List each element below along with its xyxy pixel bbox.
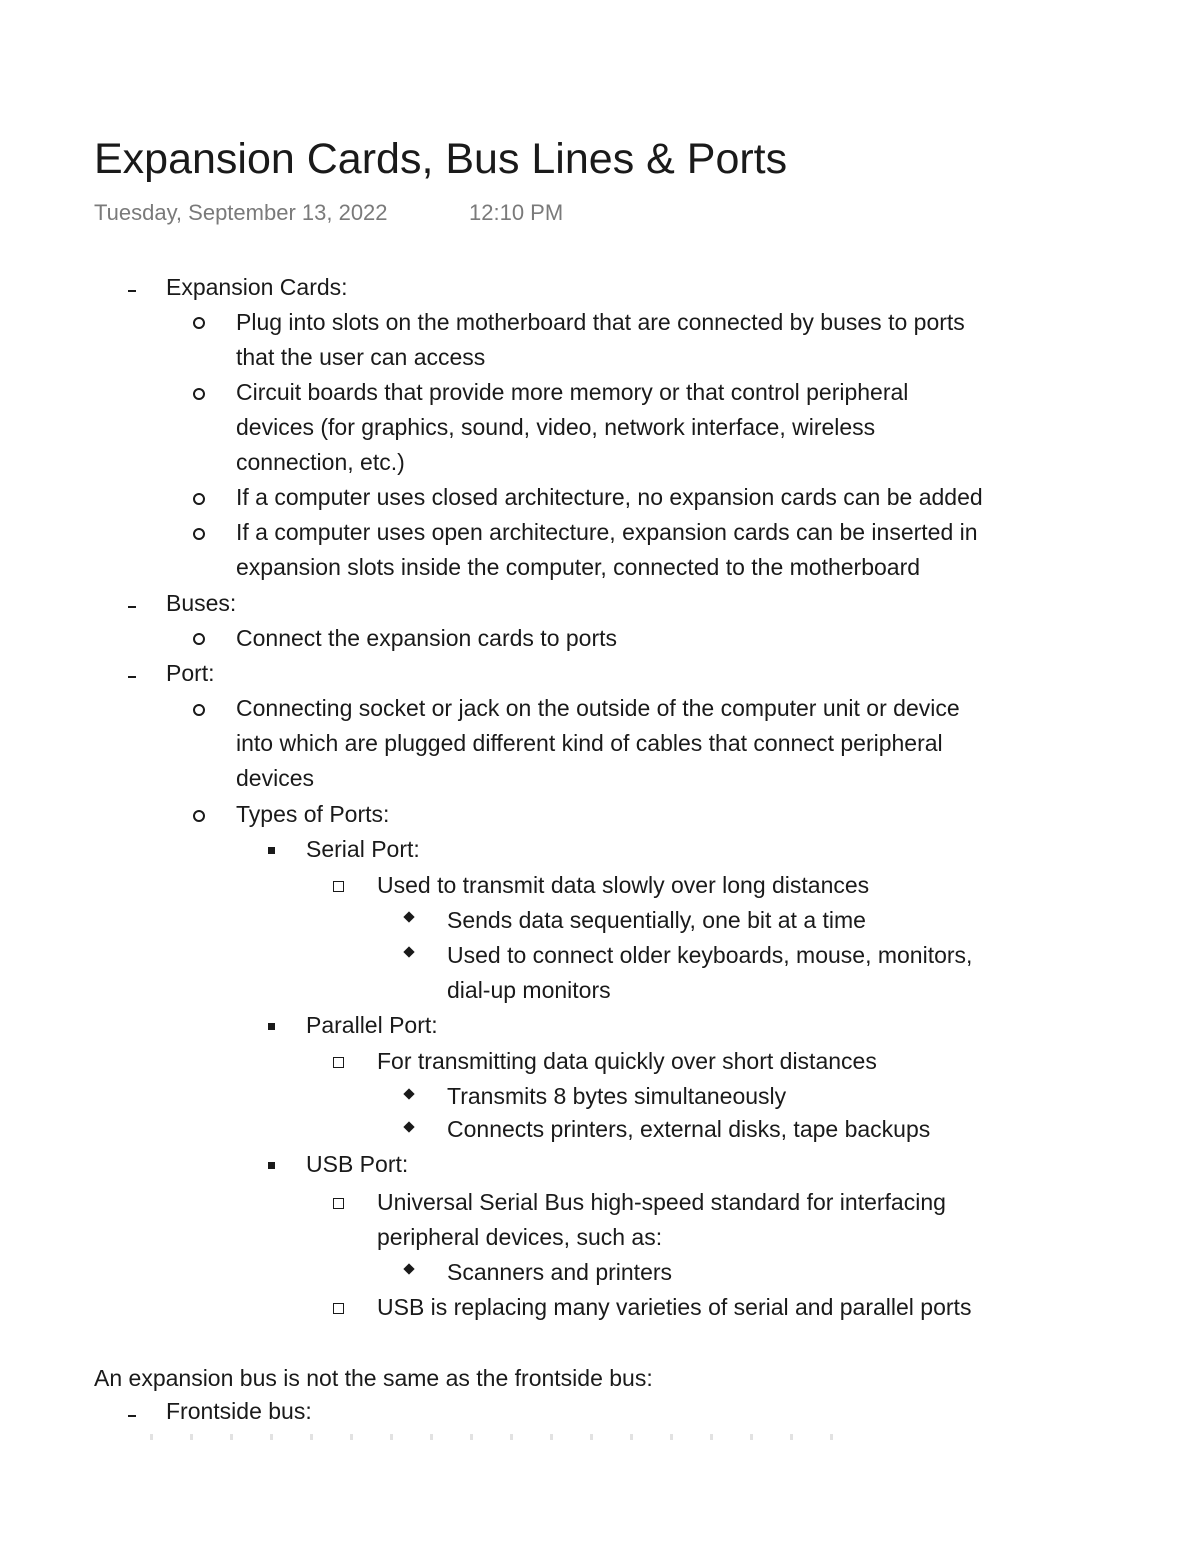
note-date: Tuesday, September 13, 2022 [94,200,388,225]
diamond-bullet-icon [403,1121,414,1132]
ring-bullet-icon [193,493,205,505]
list-item-continuation: devices (for graphics, sound, video, network interface, wireless [236,414,876,440]
list-item: Transmits 8 bytes simultaneously [447,1083,787,1109]
list-item: For transmitting data quickly over short distances [377,1048,877,1074]
ring-bullet-icon [193,633,205,645]
list-item: Connecting socket or jack on the outside of the computer unit or device [236,695,960,721]
ring-bullet-icon [193,388,205,400]
ring-bullet-icon [193,528,205,540]
list-item: Used to connect older keyboards, mouse, monitors, [447,942,973,968]
list-item-continuation: connection, etc.) [236,449,405,475]
note-time: 12:10 PM [469,200,564,225]
square-bullet-icon [268,1023,275,1030]
list-item: If a computer uses open architecture, expansion cards can be inserted in [236,519,978,545]
list-item: USB Port: [306,1151,409,1177]
list-item: Connect the expansion cards to ports [236,625,618,651]
list-item: Frontside bus: [166,1398,312,1424]
list-item-continuation: expansion slots inside the computer, connected to the motherboard [236,554,921,580]
diamond-bullet-icon [403,911,414,922]
list-item: Serial Port: [306,836,420,862]
list-item: Buses: [166,590,237,616]
list-item: Port: [166,660,215,686]
list-item: Circuit boards that provide more memory or that control peripheral [236,379,909,405]
ring-bullet-icon [193,704,205,716]
list-item-continuation: that the user can access [236,344,486,370]
dash-bullet-icon [128,676,136,678]
list-item: Plug into slots on the motherboard that are connected by buses to ports [236,309,965,335]
page-title: Expansion Cards, Bus Lines & Ports [94,135,788,183]
hollow-square-bullet-icon [333,1057,344,1068]
square-bullet-icon [268,847,275,854]
note-timestamp [94,198,564,228]
diamond-bullet-icon [403,1088,414,1099]
list-item-continuation: dial-up monitors [447,977,611,1003]
list-item: Types of Ports: [236,801,390,827]
ring-bullet-icon [193,810,205,822]
dash-bullet-icon [128,290,136,292]
dash-bullet-icon [128,606,136,608]
hollow-square-bullet-icon [333,1303,344,1314]
list-item: Universal Serial Bus high-speed standard for interfacing [377,1189,946,1215]
hollow-square-bullet-icon [333,1198,344,1209]
paragraph: An expansion bus is not the same as the frontside bus: [94,1365,653,1391]
list-item: Expansion Cards: [166,274,348,300]
list-item: Used to transmit data slowly over long distances [377,872,870,898]
list-item-continuation: devices [236,765,314,791]
hollow-square-bullet-icon [333,881,344,892]
square-bullet-icon [268,1162,275,1169]
ring-bullet-icon [193,317,205,329]
list-item: Connects printers, external disks, tape backups [447,1116,931,1142]
list-item-continuation: peripheral devices, such as: [377,1224,663,1250]
list-item: USB is replacing many varieties of serial and parallel ports [377,1294,972,1320]
list-item: Scanners and printers [447,1259,673,1285]
list-item: Parallel Port: [306,1012,438,1038]
list-item-continuation: into which are plugged different kind of cables that connect peripheral [236,730,943,756]
dash-bullet-icon [128,1415,136,1417]
list-item: Sends data sequentially, one bit at a time [447,907,866,933]
cut-off-text-line [150,1434,850,1440]
diamond-bullet-icon [403,1263,414,1274]
diamond-bullet-icon [403,946,414,957]
list-item: If a computer uses closed architecture, no expansion cards can be added [236,484,983,510]
